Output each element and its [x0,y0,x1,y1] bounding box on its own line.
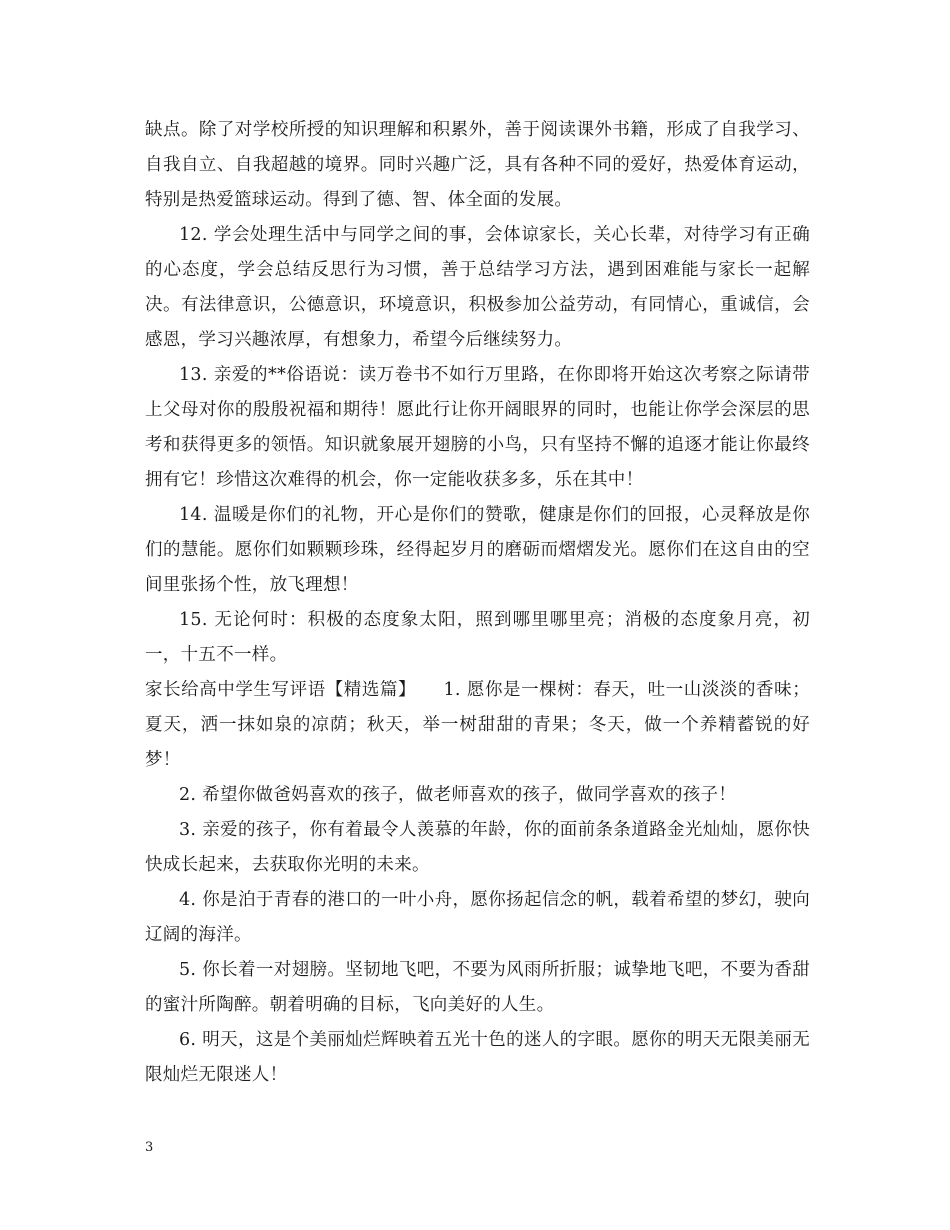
page-number: 3 [145,1140,154,1155]
paragraph-item-15: 15. 无论何时：积极的态度象太阳，照到哪里哪里亮；消极的态度象月亮，初一，十五不一样。 [145,610,810,665]
paragraph-continuation: 缺点。除了对学校所授的知识理解和积累外，善于阅读课外书籍，形成了自我学习、自我自立、自我超越的境界。同时兴趣广泛，具有各种不同的爱好，热爱体育运动，特别是热爱篮球运动。得到了德、智、体全面的发展。 [145,120,810,210]
paragraph-item-6: 6. 明天，这是个美丽灿烂辉映着五光十色的迷人的字眼。愿你的明天无限美丽无限灿烂无限迷人！ [145,1030,810,1085]
document-body [145,113,810,1093]
section-heading-paragraph: 家长给高中学生写评语【精选篇】 1. 愿你是一棵树：春天，吐一山淡淡的香味；夏天，洒一抹如泉的凉荫；秋天，举一树甜甜的青果；冬天，做一个养精蓄锐的好梦！ [145,680,810,770]
paragraph-item-4: 4. 你是泊于青春的港口的一叶小舟，愿你扬起信念的帆，载着希望的梦幻，驶向辽阔的海洋。 [145,890,810,945]
paragraph-item-5: 5. 你长着一对翅膀。坚韧地飞吧，不要为风雨所折服；诚挚地飞吧，不要为香甜的蜜汁所陶醉。朝着明确的目标，飞向美好的人生。 [145,960,810,1015]
paragraph-item-12: 12. 学会处理生活中与同学之间的事，会体谅家长，关心长辈，对待学习有正确的心态度，学会总结反思行为习惯，善于总结学习方法，遇到困难能与家长一起解决。有法律意识，公德意识，环境意识，积极参加公益劳动，有同情心，重诚信，会感恩，学习兴趣浓厚，有想象力，希望今后继续努力。 [145,225,810,350]
paragraph-item-14: 14. 温暖是你们的礼物，开心是你们的赞歌，健康是你们的回报，心灵释放是你们的慧能。愿你们如颗颗珍珠，经得起岁月的磨砺而熠熠发光。愿你们在这自由的空间里张扬个性，放飞理想！ [145,505,810,595]
paragraph-item-2: 2. 希望你做爸妈喜欢的孩子，做老师喜欢的孩子，做同学喜欢的孩子！ [179,785,737,805]
paragraph-item-13: 13. 亲爱的**俗语说：读万卷书不如行万里路，在你即将开始这次考察之际请带上父母对你的殷殷祝福和期待！愿此行让你开阔眼界的同时，也能让你学会深层的思考和获得更多的领悟。知识就象展开翅膀的小鸟，只有坚持不懈的追逐才能让你最终拥有它！珍惜这次难得的机会，你一定能收获多多，乐在其中！ [145,365,810,490]
paragraph-item-3: 3. 亲爱的孩子，你有着最令人羡慕的年龄，你的面前条条道路金光灿灿，愿你快快成长起来，去获取你光明的未来。 [145,820,810,875]
